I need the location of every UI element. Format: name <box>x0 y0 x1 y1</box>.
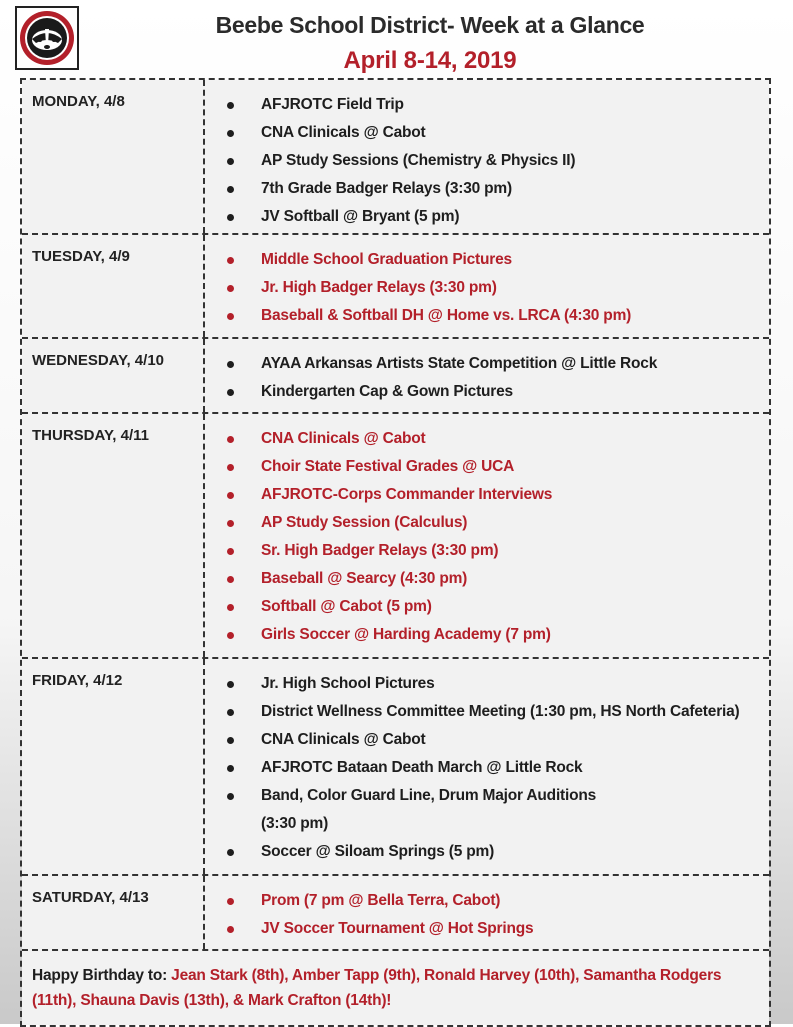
page-title: Beebe School District- Week at a Glance <box>215 12 645 38</box>
day-row-thursday <box>22 414 769 659</box>
event-item: Jr. High School Pictures <box>205 670 769 698</box>
week-table <box>20 78 771 1027</box>
event-item-continued: (3:30 pm) <box>261 815 329 832</box>
day-row-friday <box>22 659 769 876</box>
event-item: Girls Soccer @ Harding Academy (7 pm) <box>205 621 769 649</box>
event-list <box>205 339 769 412</box>
day-label: MONDAY, 4/8 <box>22 80 205 233</box>
day-label: SATURDAY, 4/13 <box>22 876 205 949</box>
event-item: District Wellness Committee Meeting (1:30 pm, HS North Cafeteria) <box>205 698 769 726</box>
day-label: FRIDAY, 4/12 <box>22 659 205 874</box>
event-list <box>205 659 769 874</box>
event-item: CNA Clinicals @ Cabot <box>205 726 769 754</box>
header <box>0 0 793 80</box>
event-item: Jr. High Badger Relays (3:30 pm) <box>205 274 769 302</box>
date-range: April 8-14, 2019 <box>343 47 517 74</box>
day-label: TUESDAY, 4/9 <box>22 235 205 337</box>
event-item: AFJROTC Bataan Death March @ Little Rock <box>205 754 769 782</box>
event-item: CNA Clinicals @ Cabot <box>205 425 769 453</box>
event-item: AP Study Session (Calculus) <box>205 509 769 537</box>
event-item: Band, Color Guard Line, Drum Major Auditions <box>205 782 769 810</box>
event-item: AP Study Sessions (Chemistry & Physics II) <box>205 147 769 175</box>
event-list <box>205 80 769 233</box>
event-item: JV Softball @ Bryant (5 pm) <box>205 203 769 231</box>
day-row-tuesday <box>22 235 769 339</box>
day-label: THURSDAY, 4/11 <box>22 414 205 657</box>
day-row-saturday <box>22 876 769 951</box>
day-label: WEDNESDAY, 4/10 <box>22 339 205 412</box>
birthday-message <box>22 951 769 1025</box>
event-item: Kindergarten Cap & Gown Pictures <box>205 378 769 406</box>
event-item: Softball @ Cabot (5 pm) <box>205 593 769 621</box>
birthday-names: Jean Stark (8th), Amber Tapp (9th), Ronald Harvey (10th), Samantha Rodgers (11th), Shauna Davis (13th), & Mark Crafton (14th)! <box>32 967 722 1009</box>
badger-logo-icon <box>15 6 79 70</box>
event-item: Baseball @ Searcy (4:30 pm) <box>205 565 769 593</box>
event-item: Prom (7 pm @ Bella Terra, Cabot) <box>205 887 769 915</box>
event-item: JV Soccer Tournament @ Hot Springs <box>205 915 769 943</box>
birthday-label: Happy Birthday to: <box>32 967 172 984</box>
event-list <box>205 414 769 657</box>
event-list <box>205 235 769 337</box>
event-item: Choir State Festival Grades @ UCA <box>205 453 769 481</box>
birthday-row <box>22 951 769 1025</box>
event-item: Baseball & Softball DH @ Home vs. LRCA (4:30 pm) <box>205 302 769 330</box>
day-row-wednesday <box>22 339 769 414</box>
event-item: AFJROTC-Corps Commander Interviews <box>205 481 769 509</box>
event-item: CNA Clinicals @ Cabot <box>205 119 769 147</box>
event-item: 7th Grade Badger Relays (3:30 pm) <box>205 175 769 203</box>
event-item: Soccer @ Siloam Springs (5 pm) <box>205 838 769 866</box>
event-item: AYAA Arkansas Artists State Competition @ Little Rock <box>205 350 769 378</box>
event-list <box>205 876 769 949</box>
event-item: Middle School Graduation Pictures <box>205 246 769 274</box>
event-item: AFJROTC Field Trip <box>205 91 769 119</box>
event-item: Sr. High Badger Relays (3:30 pm) <box>205 537 769 565</box>
day-row-monday <box>22 80 769 235</box>
